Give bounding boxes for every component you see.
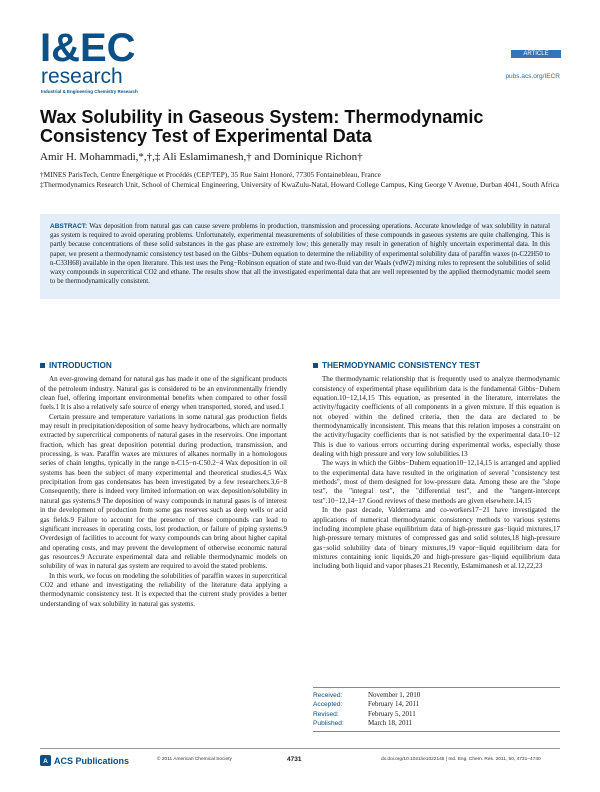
journal-logo-tagline: Industrial & Engineering Chemistry Research bbox=[41, 89, 138, 94]
abstract-text: Wax deposition from natural gas can cause severe problems in production, transmission and processing operations. Accurate knowledge of wax solubility in natural gas system is required to avoid operating problems. Unfortunately, experimental measurements of solubilities of these compounds in gaseous systems are quite challenging. This is partly because concentrations of these solid substances in the gas phase are extremely low; this generally may result in generation of highly uncertain experimental data. In this paper, we present a thermodynamic consistency test based on the Gibbs−Duhem equation to determine the reliability of experimental solubility data of paraffin waxes (n-C22H50 to n-C33H68) available in the open literature. This test uses the Peng−Robinson equation of state and two-fluid van der Waals (vdW2) mixing rules to represent the solubilities of solid waxy compounds in supercritical CO2 and ethane. The results show that all the investigated experimental data that are well represented by the applied thermodynamic model seem to be thermodynamically consistent. bbox=[50, 223, 550, 286]
journal-url-link[interactable]: pubs.acs.org/IECR bbox=[505, 73, 560, 80]
paper-title: Wax Solubility in Gaseous System: Thermodynamic Consistency Test of Experimental Data bbox=[40, 107, 484, 146]
affiliations bbox=[40, 170, 565, 189]
intro-paragraph: Certain pressure and temperature variations in some natural gas production fields may result in precipitation/deposition of some heavy hydrocarbons, which are normally extracted by supercritical components of natural gases in the reservoirs. One important fraction, which has great deposition potential during production, transmission, and processing, is wax. Paraffin waxes are mixtures of alkanes normally in a homologous series of chain lengths, typically in the range n-C15−n-C50.2−4 Wax deposition in oil systems has been the subject of many experimental and theoretical studies.4,5 Wax precipitation from gas condensates has been investigated by a few researchers.3,6−8 Consequently, there is indeed very limited information on wax deposition/solubility in natural gas systems.9 The deposition of waxy compounds in natural gases is of interest in the development of production from some gas reserves such as deep wells or acid gas fields.9 Failure to account for the presence of these compounds can lead to significant increases in operating costs, lost production, or failure of piping systems.9 Overdesign of facilities to account for waxy compounds can bring about higher capital and operating costs, and may prevent the development of otherwise economic natural gas resources.9 Accurate experimental data and reliable thermodynamic models on solubility of wax in natural gas system are required to avoid the stated problems. bbox=[40, 412, 287, 571]
section-square-icon bbox=[40, 363, 45, 368]
intro-paragraph: An ever-growing demand for natural gas has made it one of the significant products of the petroleum industry. Natural gas is considered to be an environmentally friendly clean fuel, offering important environmental benefits when compared to other fossil fuels.1 It is also a relatively safe source of energy when transported, stored, and used.1 bbox=[40, 375, 287, 412]
abstract-label: ABSTRACT: bbox=[50, 223, 88, 230]
page-number: 4731 bbox=[287, 756, 302, 763]
journal-logo: I&EC bbox=[40, 26, 136, 70]
date-row: Published: March 18, 2011 bbox=[313, 718, 413, 727]
svg-text:A: A bbox=[43, 758, 48, 766]
date-row: Accepted: February 14, 2011 bbox=[313, 700, 420, 709]
introduction-heading: INTRODUCTION bbox=[40, 361, 287, 370]
abstract-box bbox=[40, 214, 560, 299]
doi-citation-link[interactable]: dx.doi.org/10.1021/ie1022145 | Ind. Eng. Chem. Res. 2011, 50, 4731−4740 bbox=[381, 757, 541, 762]
affiliation-1: †MINES ParisTech, Centre Énergétique et Procédés (CEP/TEP), 35 Rue Saint Honoré, 77305 Fontainebleau, France bbox=[40, 170, 381, 179]
left-column bbox=[40, 361, 287, 609]
author-list: Amir H. Mohammadi,*,†,‡ Ali Eslamimanesh,† and Dominique Richon† bbox=[40, 151, 363, 163]
consistency-paragraph: The ways in which the Gibbs−Duhem equation10−12,14,15 is arranged and applied to the experimental data have resulted in the origination of several "consistency test methods", most of them designed for low-pressure data. Among these are the "slope test", the "integral test", the "differential test", and the "tangent-intercept test".10−12,14−17 Good reviews of these methods are given elsewhere.14,15 bbox=[313, 459, 560, 505]
affiliation-2: ‡Thermodynamics Research Unit, School of Chemical Engineering, University of KwaZulu-Natal, Howard College Campus, King George V Avenue, Durban 4041, South Africa bbox=[40, 179, 560, 189]
intro-paragraph: In this work, we focus on modeling the solubilities of paraffin waxes in supercritical CO2 and ethane and investigating the reliability of the literature data applying a thermodynamic consistency test. It is expected that the current study provides a better understanding of wax solubility in natural gas systems. bbox=[40, 571, 287, 608]
right-column bbox=[313, 361, 560, 572]
section-square-icon bbox=[313, 363, 318, 368]
journal-logo-subtitle: research bbox=[41, 65, 123, 88]
copyright-notice: © 2011 American Chemical Society bbox=[157, 757, 232, 762]
date-row: Received: November 1, 2010 bbox=[313, 691, 421, 699]
consistency-paragraph: In the past decade, Valderrama and co-workers17−21 have investigated the applications of numerical thermodynamic consistency methods to various systems including incomplete phase equilibrium data of high-pressure gas−liquid mixtures,17 high-pressure ternary mixtures of compressed gas and solid solutes,18 high-pressure gas−solid solubility data of binary mixtures,19 vapor−liquid equilibrium data for mixtures containing ionic liquids,20 and high-pressure gas−liquid equilibrium data including both liquid and vapor phases.21 Recently, Eslamimanesh et al.12,22,23 bbox=[313, 506, 560, 571]
publisher-logo[interactable]: A ACS Publications bbox=[40, 755, 129, 766]
date-row: Revised: February 5, 2011 bbox=[313, 709, 416, 718]
publication-dates bbox=[313, 687, 560, 732]
acs-publications-icon bbox=[40, 755, 51, 766]
consistency-paragraph: The thermodynamic relationship that is frequently used to analyze thermodynamic consistency of experimental phase equilibrium data is the fundamental Gibbs−Duhem equation.10−12,14,15 This equation, as presented in the literature, interrelates the activity/fugacity coefficients of all components in a given mixture. If this equation is not obeyed within the defined criteria, then the data are declared to be thermodynamically inconsistent. This means that this relation imposes a constraint on the activity/fugacity coefficients that is not satisfied by the experimental data.10−12 This is due to various errors occurring during experimental works, especially those dealing with high pressure and very low solubilities.13 bbox=[313, 375, 560, 459]
consistency-heading: THERMODYNAMIC CONSISTENCY TEST bbox=[313, 361, 560, 370]
article-type-badge: ARTICLE bbox=[511, 50, 561, 58]
